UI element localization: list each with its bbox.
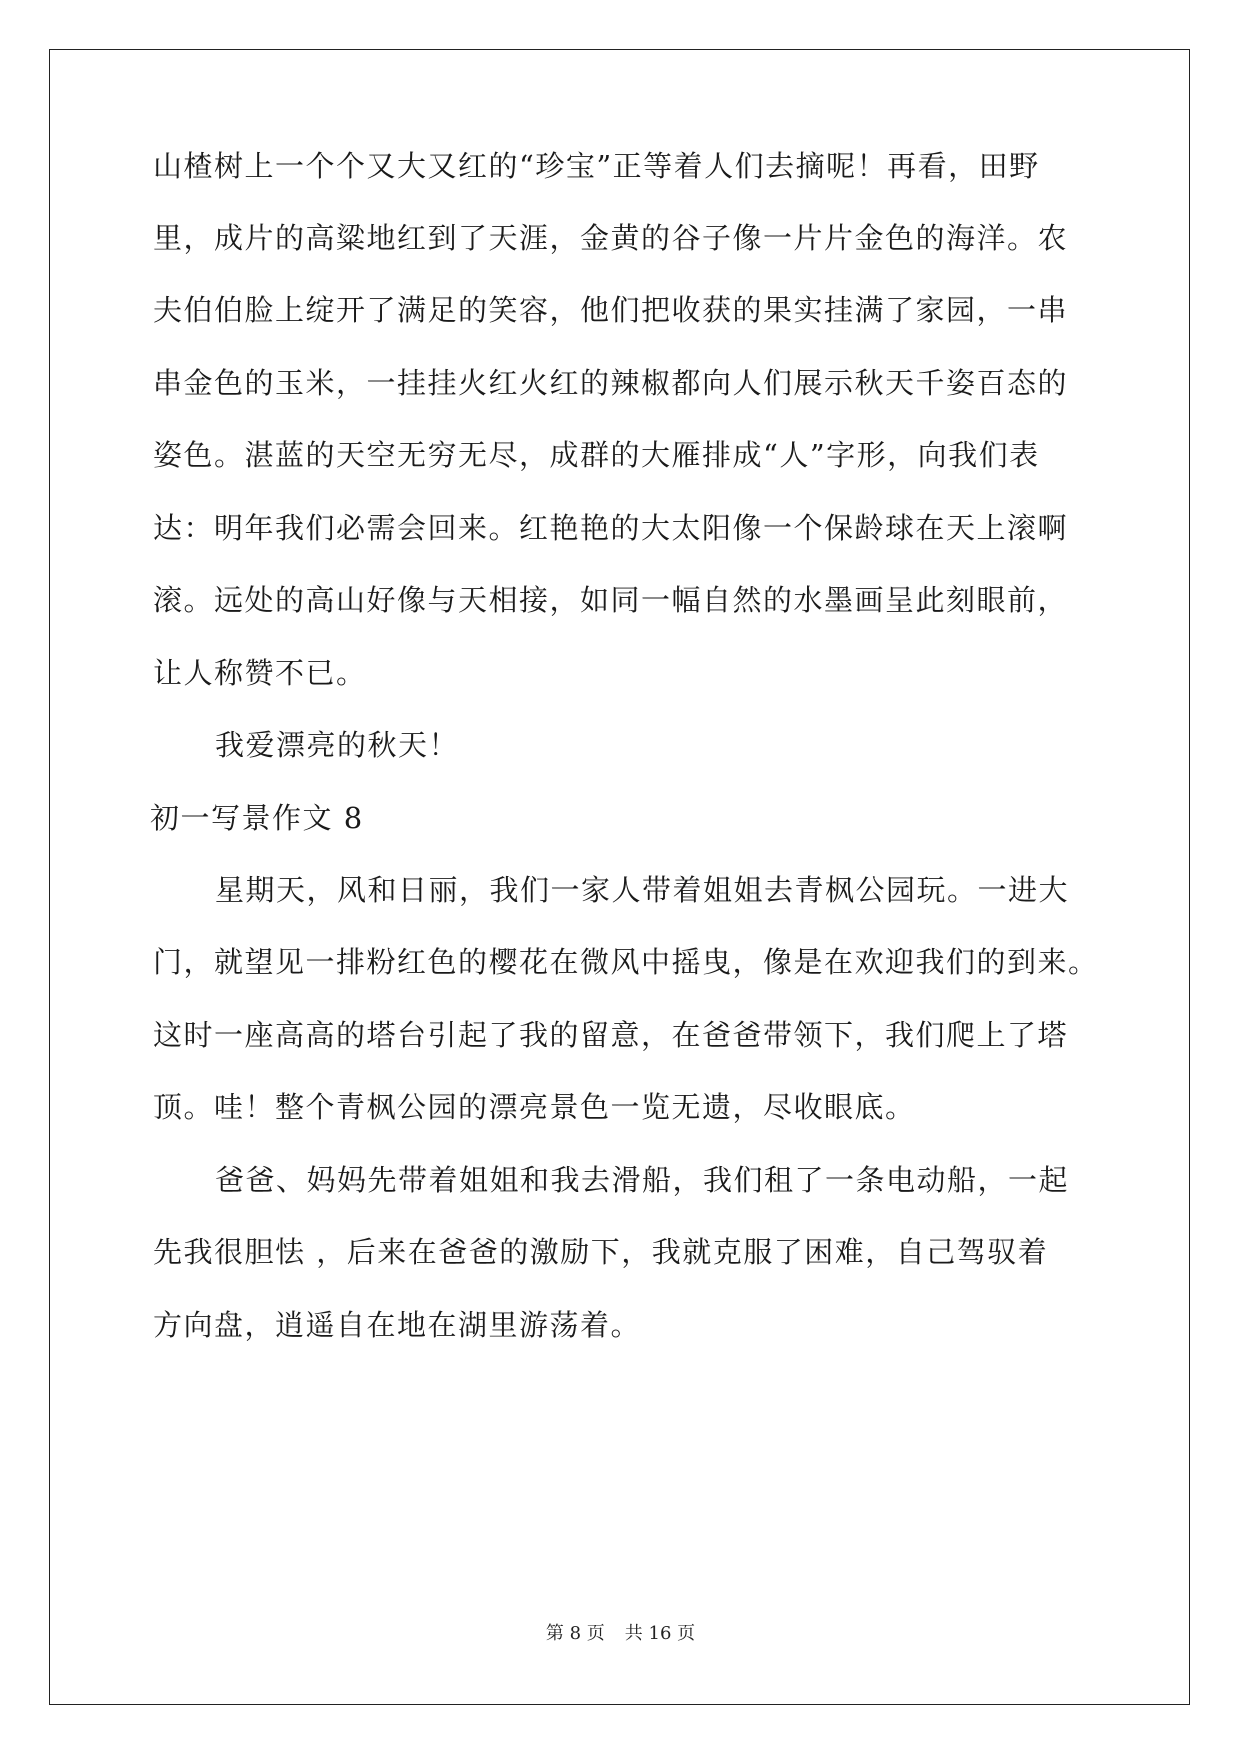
section-heading: 初一写景作文 8 xyxy=(150,801,364,835)
paragraph-line: 滚。远处的高山好像与天相接，如同一幅自然的水墨画呈此刻眼前， xyxy=(153,583,1069,617)
paragraph-line: 山楂树上一个个又大又红的“珍宝”正等着人们去摘呢！再看，田野 xyxy=(153,149,1040,183)
paragraph-line: 我爱漂亮的秋天！ xyxy=(215,728,460,762)
page-footer xyxy=(0,1623,1241,1645)
page-number: 第 8 页 xyxy=(545,1623,605,1644)
paragraph-line: 方向盘，逍遥自在地在湖里游荡着。 xyxy=(153,1308,642,1342)
paragraph-line: 夫伯伯脸上绽开了满足的笑容，他们把收获的果实挂满了家园，一串 xyxy=(153,293,1069,327)
paragraph-line: 这时一座高高的塔台引起了我的留意，在爸爸带领下，我们爬上了塔 xyxy=(153,1018,1069,1052)
paragraph-line: 里，成片的高粱地红到了天涯，金黄的谷子像一片片金色的海洋。农 xyxy=(153,221,1069,255)
paragraph-line: 姿色。湛蓝的天空无穷无尽，成群的大雁排成“人”字形，向我们表 xyxy=(153,438,1040,472)
paragraph-line: 爸爸、妈妈先带着姐姐和我去滑船，我们租了一条电动船，一起 xyxy=(215,1163,1070,1197)
paragraph-line: 门，就望见一排粉红色的樱花在微风中摇曳，像是在欢迎我们的到来。 xyxy=(153,945,1099,979)
page-total: 共 16 页 xyxy=(624,1623,696,1644)
paragraph-line: 顶。哇！整个青枫公园的漂亮景色一览无遗，尽收眼底。 xyxy=(153,1090,916,1124)
paragraph-line: 达：明年我们必需会回来。红艳艳的大太阳像一个保龄球在天上滚啊 xyxy=(153,511,1069,545)
paragraph-line: 星期天，风和日丽，我们一家人带着姐姐去青枫公园玩。一进大 xyxy=(215,873,1070,907)
paragraph-line: 先我很胆怯 ，后来在爸爸的激励下，我就克服了困难，自己驾驭着 xyxy=(153,1235,1049,1269)
paragraph-line: 让人称赞不已。 xyxy=(153,656,367,690)
paragraph-line: 串金色的玉米，一挂挂火红火红的辣椒都向人们展示秋天千姿百态的 xyxy=(153,366,1069,400)
